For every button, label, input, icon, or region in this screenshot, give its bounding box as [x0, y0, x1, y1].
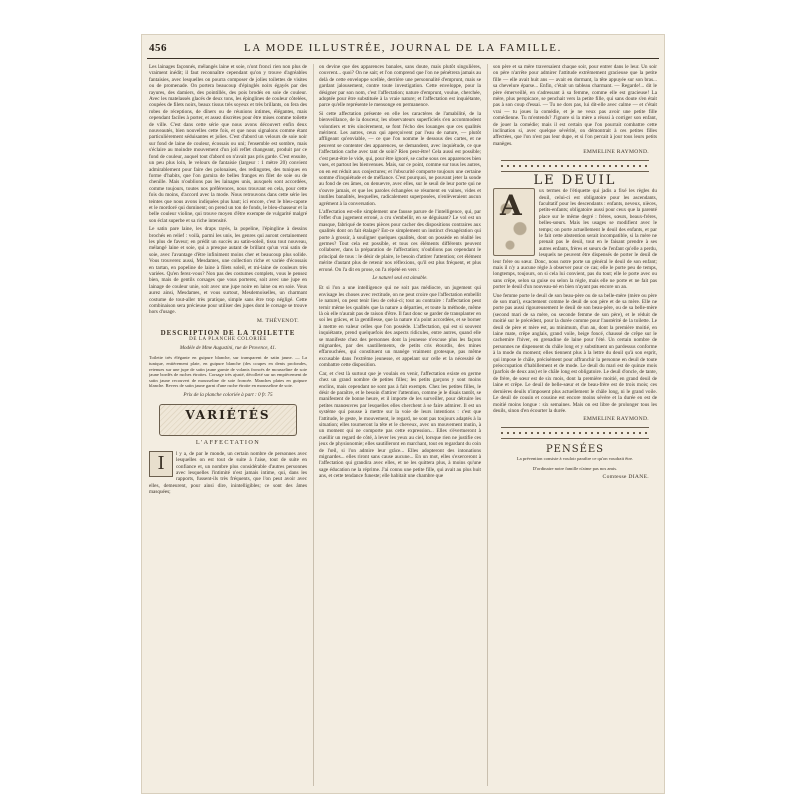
article-text: l y a, de par le monde, un certain nombre de personnes avec lesquelles on est tout de suite à l'aise, tout de suite en confiance et, un nombre plus considérable d'autres personnes avec lesquelles l'intimité n'est jamais intime, qui, dans les rapports, fussent-ils très fréquents, que l'on peut avoir avec elles, demeurent, pour ainsi dire, inintelligibles; ce sont des âmes masquées;: [149, 450, 307, 496]
author-signature: EMMELINE RAYMOND.: [583, 416, 649, 423]
article-text: Si cette affectation présente en elle les caractères de l'amabilité, de la bienveillance, de la douceur, les observateurs superficiels s'en accommodent volontiers et très sincèrement, se font l'écho des louanges que ces qualités méritent. Les autres, ceux qui aperçoivent par l'eau de nature, — plutôt affligeant qu'enviable, — ce que l'on nomme le dessous des cartes, et ne peuvent se contenter des apparences, se demandent, avec inquiétude, ce que l'affectation cache avec tant de soin? Rien peut-être! Cela aussi est possible; c'est peut-être le vide, qui, pour être ignoré, se cache sous ces apparences bien vues, et partout les bienvenues. Mais, sur ce point, comme sur tous les autres, on en est réduit aux conjectures; et l'obscurité comporte toujours une certaine somme d'inquiétude et de méfiance. C'est pourquoi, ne pouvant jeter la sonde au fond de ces âmes, on denuevre, avec elles, sur le seuil de leur porte qui ne s'ouvre jamais, et que les paroles échangées se résument en vaines, vides et inutiles banalités, lesquelles, radicalement superposées, n'enlèveraient aucun agrément à la conversation.: [319, 110, 481, 207]
header-rule: [147, 58, 659, 59]
varietes-banner: [159, 404, 297, 436]
floral-dropcap-illustration: [493, 188, 535, 256]
article-text: son père et sa mère traversaient chaque soir, pour entrer dans le leur. Un soir on père n'arrête pour admirer l'attitude extrêmement gracieuse que la petite fille — elle avait huit ans — avait en dormant, la tête appuyée sur son bras... sa chevelure éparse... Enfin, c'était un tableau charmant. — Regarde!... dit le père émerveillé, en s'adressant à sa femme, comme elle est gracieuse! La mère, plus perspicace, se penchait vers la petite fille, qui sans doute s'en était pas à son coup d'essai. — Tu ne dors pas, lui dit-elle avec calme — et c'était vrai — tu joues la comédie, et je ne veux pas avoir une petite fille comédienne. Tu m'entends? J'ignore si la mère a réussi à corriger son enfant, de jouer la comédie; mais il est certain que l'on pourrait combattre cette inclination si, avec quelque sévérité, on démontrait à ces petites filles affectées, que l'on n'est pas leur dupe, et si l'on percait à jour tous leurs petits manèges.: [493, 64, 657, 147]
article-text: Les lainages façonnés, mélangés laine et soie, n'ont fronci rien non plus de vraiment inédit; il faut reconnaître cependant qu'on y trouve d'agréables fantaisies, avec lesquelles on pourra composer de jolies toilettes de visites ou de promenade. On portera beaucoup d'épinglés noirs égayés par des rayures, des damiers, des pointillés, des pois brodés en soie de couleur. Avec les matelassés glacés de deux tons, les épinglines de couleur côtelées, coupées de filets noirs, beaux tissus très soyeux et très brillants, on fera des robes de réceptions, de dîners ou de réunions intimes, élégantes, mais cependant faciles à porter, et assez discrètes pour être mises comme toilette de ville. C'est dans cette série que nous avons découvert enfin deux nouveautés, bien nouvelles cette fois, et que nous signalons comme étant particulièrement séduisantes et jolies. C'est d'abord un velours de soie noir sur fond de laine de couleur, écossais ou uni; l'ensemble est sombre, mais s'éclaire au moindre mouvement d'un joli reflet changeant, produit par ce fond de couleur, auquel tout d'abord on n'avait pas pris garde. C'est ensuite, un peu plus loin, le velours de fantaisie (largeur : 1 mètre 20) convient admirablement pour faire des polonaises, des redingotes, des tuniques en forme d'habits, que l'on garnira de belles franges en filet de soie ou de chenille. Mais n'oublions pas les lainages unis, auxquels sont accordées, comme toujours, toutes nos préférences, nous trouvant en cela, pour cette fois du moins, d'accord avec la mode. Nous retrouvons dans cette série les teintes que nous avons indiquées plus haut; ici encore, c'est le bleu-capote et le mordoré qui dominent; on prend un ton de fonds, le bleu-chasseur et la belle couleur violine, qui trouve moyen d'être exempte de vulgarité malgré son éclat superbe et sa riche intensité.: [149, 64, 307, 224]
column-3: [493, 64, 657, 786]
column-divider: [313, 64, 314, 786]
pensees-title: PENSÉES: [545, 443, 605, 455]
pensee-line: D'ordinaire notre famille n'aime pas nos amis.: [532, 465, 618, 471]
article-text: Et si l'on a une intelligence qui ne soit pas médiocre, un jugement qui envisage les choses avec rectitude, on ne peut croire que l'affectation embellit le naturel, on peut tenir lieu de celui-ci; tout au contraire : l'affectation peut ternir même les qualités que la nature a départies, et toute la méthode, même là où elle n'aurait pas de raison d'être. Il faut donc se garder de transplanter en soi les grâces, et la gentillesse, que la nature n'a point accordées, et se borner à mettre en valeur celles que l'on possède. L'affectation, qui est si souvent inquiétante, prend quelquefois des aspects ridicules, entre autres, quand elle se manifeste chez des personnes dont la jeunesse n'excuse plus les façons mignardes, par des sautillements, de petits cris étourdis, des mines effarouchées, qui constituent un manège vraiment grotesque, pas même excusable dans l'extrême jeunesse, et appelant sur celle et la nécessité de combattre cette disposition.: [319, 285, 481, 369]
ornament-divider: [501, 160, 649, 172]
deuil-title: LE DEUIL: [533, 172, 617, 188]
toilette-description: Toilette très élégante en guipure blanche, sur transparent de satin jaune. — La tunique, entièrement plate, en guipure blanche (des coupes en dents profondes, retenues sur une jupe de satin jaune garnie de volants froncés de mousseline de soie jaune bordés de ruches étroites. Corsage très ajusté, décolleté sur un empiècement de satin jaune recouvert de mousseline de soie froncée. Manches plates en guipure blanche. Revers de satin jaune garni d'une ruche étroite en mousseline de soie.: [149, 355, 307, 389]
article-title: L'AFFECTATION: [195, 439, 261, 447]
article-text: Le satin pare laine, les draps rayés, la popeline, l'épingline à dessins brochés en relief : voilà, parmi les unis, les genres qui auront certainement les plus de faveur; en prédit un succès au satin-soleil, tissu tout nouveau, mélangé laine et soie, qui a presque autant de brillant qu'un vrai satin de soie, avec l'avantage d'être infiniment moins cher et beaucoup plus solide. Vous trouverez aussi, Mesdames, une collection riche et variée d'écossais en tartan, en popeline de laine à filets soleil, et mi-laine de couleurs très variées. Qu'en ferez-vous? Non pas des costumes complets, vous le pensez bien, mais de gentils corsages que vous porterez, soit avec une jupe en lainage de couleur unie, soit avec une jupe noire en laine ou en soie. Vous aurez ainsi, Mesdames, et vous surtout, Mesdemoiselles, un charmant costume de tout-aller très pratique, simple sans être trop négligé. Cette combinaison sera précieuse pour utiliser des jupes dont le corsage se trouve hors d'usage.: [149, 226, 307, 316]
article-text: Car, et c'est là surtout que je voulais en venir, l'affectation existe en germe chez un grand nombre de petites filles; les petits garçons y sont moins enclins, mais cependant ne sont pas à fait exempts. Chez les petites filles, le désir de paraître, et le besoin d'attirer l'attention, comme je le disais tantôt, se manifestent de bonne heure, et il importe de les surveiller, pour détruire les petites manœuvres par lesquelles elles cherchent à se faire admirer. Il est un système qui pousse à mettre sur la voie de leurs intentions : c'est que l'attitude, le geste, le mouvement, le regard, ne sont pas toujours adaptés à la situation; elles tourneront la tête et le cheveux, avec un mouvement mutin, à un moment qui ne comporte pas cette expression... Elles s'évertueront à cueillir un regard de côté, à lever les yeux au ciel, lorsque rien ne justifie ces jeux de physionomie; elles sautilleront en marchant, tout en regardant du coin de l'œil, si l'on admire leur grâce... Elles adopteront des intonations mignardes... elles riront sans cause aucune... En un mot, elles s'exerceront à l'affectation qui grandira avec elles, et ne les quittera plus, à moins qu'une sage éducation ne la réprime. J'ai connu une petite fille, qui avait au plus huit ans, et cette tendance funeste; elle habitait une chambre que: [319, 370, 481, 480]
journal-page: [141, 34, 665, 794]
author-signature: EMMELINE RAYMOND.: [583, 149, 649, 156]
drop-cap: A: [500, 189, 522, 223]
price-line: Prix de la planche coloriée à part : 0 fr. 75: [183, 392, 273, 399]
column-2: [319, 64, 481, 786]
ornament-divider: [501, 427, 649, 439]
section-subtitle: DE LA PLANCHE COLORIÉE: [189, 336, 267, 342]
article-text: ux termes de l'étiquette qui jadis a fixé les règles du deuil, celui-ci est obligatoire pour les ascendants, facultatif pour les descendants : enfants, neveux, nièces, petits-enfants; obligatoire aussi pour ceux que la parenté place sur le même degré : frères, sœurs, beaux-frères, belles-sœurs. Mais les usages se modifient avec le temps; on porte actuellement le deuil des enfants, et par le fait cette abstention serait incompatible, si la mère ne prenait pas le deuil, tout en le faisant prendre à ses autres enfants, frères et sœurs de l'enfant qu'elle a perdu, lesquels ne peuvent être dispensés de porter le deuil de leur frère ou sœur. Donc, nous notre porte un général le deuil de son enfant; mais il n'y a aucune règle à observer pour ce cas; elle le porte peu de temps, longtemps, toujours, on si cela lui convient, pas du tout; elle le porte avec ou sans crêpe, selon sa guise ou selon la règle, mais elle ne porte et ne fait pas porter le deuil d'un nouveau-né en bien n'ayant pas encore un an.: [493, 188, 657, 291]
article-text: L'affectation est-elle simplement une fausse parure de l'intelligence, qui, par l'effet d'un jugement erroné, a cru s'embellir, en se déguisant? Le vol est un masque, fabriqué de toutes pièces pour cacher des dispositions contraires aux qualités dont on fait étalage? Est-ce simplement un instinct d'exagération qui porte à grossir, à souligner quelques qualités, dont on possède en réalité les germes? Tout cela est possible, et tous ces éléments différents peuvent collaborer, dans la préparation de l'affectation; n'oublions pas cependant le principal de tous : le désir de plaire, le besoin d'attirer l'attention; cet élément mérite d'autant plus de retenir nos réflexions, qu'il est plus fréquent, et plus erroné. On l'a dit en prose, on l'a répété en vers :: [319, 208, 481, 273]
column-1: [149, 64, 307, 786]
pensee-line: La prévention consiste à vouloir paraître ce qu'on voudrait être.: [516, 456, 634, 462]
quote-line: Le naturel seul est aimable.: [372, 276, 428, 281]
drop-cap: I: [149, 451, 173, 477]
page-number: 456: [149, 42, 167, 54]
author-signature: M. THÉVENOT.: [256, 317, 299, 324]
section-note: Modèle de Mme Augustini, rue de Provence, 41.: [179, 346, 277, 352]
page-header: [141, 40, 665, 58]
banner-label: VARIÉTÉS: [185, 408, 271, 423]
pensee-author: Comtesse DIANE.: [602, 473, 649, 480]
journal-title: LA MODE ILLUSTRÉE, JOURNAL DE LA FAMILLE.: [244, 42, 562, 54]
article-text: on devine que des apparences banales, sans doute, mais plutôt singulières, couvrent... quoi? On ne sait; et l'on comprend que l'on ne pénétrera jamais au delà de cette enveloppe scellée, derrière une personnalité d'emprunt, mais se gardant jalousement, contre toute investigation. Cette enveloppe, pour la désigner par son nom, c'est l'affectation; nature d'emprunt, voulue, cherchée, adoptée pour être substituée à la vraie nature; et l'affectation est inquiétante, parce qu'elle représente le mensonge en permanence.: [319, 64, 481, 109]
article-text: Une femme porte le deuil de son beau-père ou de sa belle-mère (mère ou père de son mari), exactement comme le deuil de son père et de sa mère. Elle ne porte pas aussi rigoureusement le deuil de son beau-père, ou de sa belle-mère (second mari de sa mère, ou seconde femme de son père), et le réduit de moitié sur le précédent, pour la durée comme pour l'austérité de la toilette. Le deuil de père et mère est, au minimum, d'un an, dont la première moitié, en laine mate, crêpe anglais, grand voile, beige foncé, chaussé de crêpe sur le cachemire l'hiver, en grenadine de laine pour l'été. Un certain nombre de personnes ne dispensent du châle long et y substituent un pardessus conforme à la mode du moment; elles tiennent plus à la lettre du deuil qu'à son esprit, qui impose le châle, précisément pour affranchir la personne en deuil de toute préoccupation d'habillement et de mode. Le deuil du mari est de quinze mois (parfois de deux ans) et le châle long est obligatoire. Le deuil d'oncle, de tante, de frère, de sœur est de six mois, dont la première moitié, en grand deuil de laine et crêpe. Le deuil de belle-sœur et de beau-frère est de trois mois; ces dernières deuils n'imposent plus actuellement le châle long, ni le grand voile. Le deuil de cousin et cousine est encore moins sévère et la durée en est de moitié moins longue : six semaines. Mais on est libre de prolonger tous les deuils, sinon d'en écourter la durée.: [493, 292, 657, 414]
section-title: DESCRIPTION DE LA TOILETTE: [160, 329, 296, 338]
column-divider: [487, 64, 488, 786]
